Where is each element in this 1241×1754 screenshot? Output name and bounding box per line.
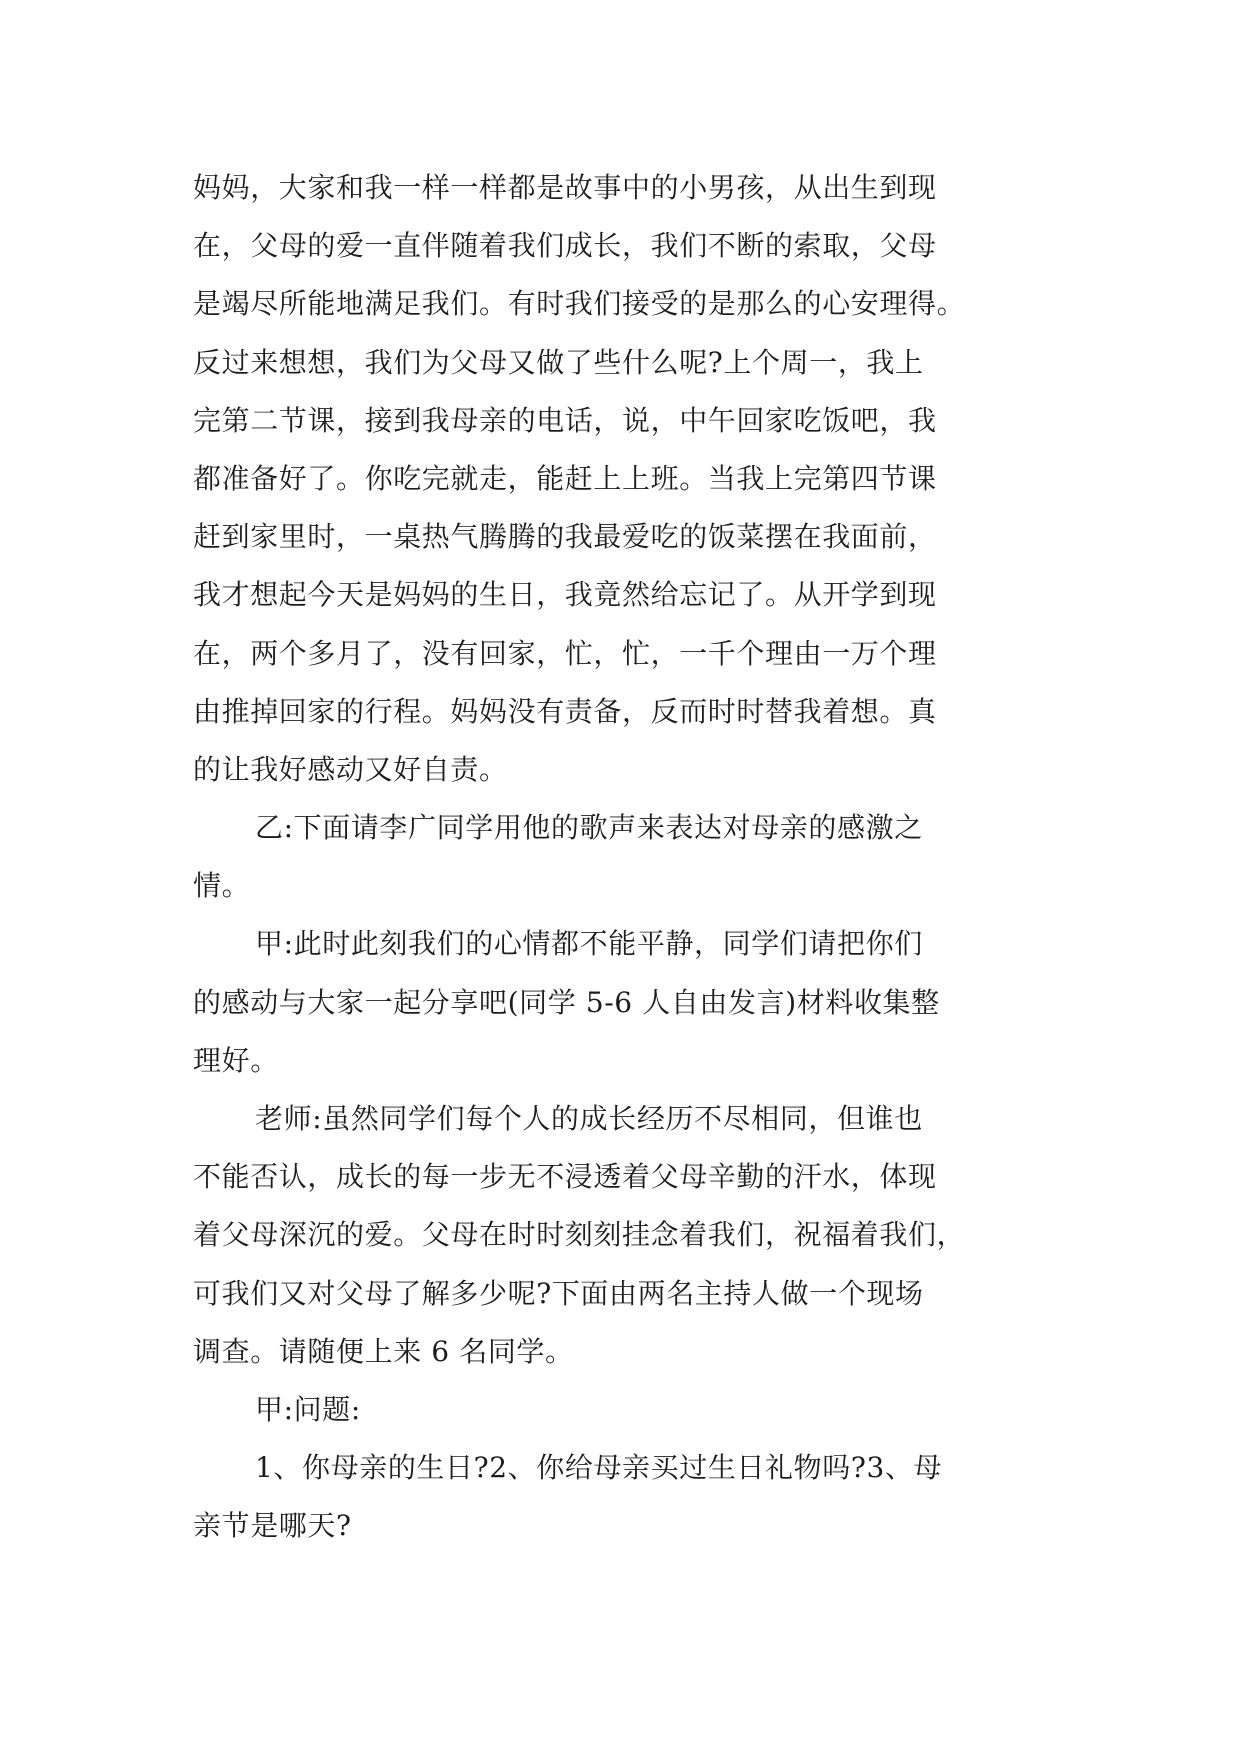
text-line: 老师:虽然同学们每个人的成长经历不尽相同，但谁也 (255, 1102, 923, 1135)
text-line: 赶到家里时，一桌热气腾腾的我最爱吃的饭菜摆在我面前， (193, 520, 937, 554)
text-line: 的让我好感动又好自责。 (193, 752, 508, 786)
text-line: 理好。 (193, 1043, 279, 1077)
text-line: 可我们又对父母了解多少呢?下面由两名主持人做一个现场 (193, 1276, 924, 1310)
text-line: 的感动与大家一起分享吧(同学 5-6 人自由发言)材料收集整 (193, 985, 940, 1019)
text-line: 在，父母的爱一直伴随着我们成长，我们不断的索取，父母 (193, 229, 937, 263)
text-line: 完第二节课，接到我母亲的电话，说，中午回家吃饭吧，我 (193, 403, 937, 437)
text-line: 是竭尽所能地满足我们。有时我们接受的是那么的心安理得。 (193, 287, 966, 321)
text-line: 亲节是哪天? (193, 1509, 352, 1543)
text-line: 情。 (193, 869, 251, 903)
text-line: 不能否认，成长的每一步无不浸透着父母辛勤的汗水，体现 (193, 1160, 937, 1194)
document-body (193, 159, 1073, 1556)
text-line: 反过来想想，我们为父母又做了些什么呢?上个周一，我上 (193, 345, 924, 379)
text-line: 1、你母亲的生日?2、你给母亲买过生日礼物吗?3、母 (255, 1451, 943, 1485)
text-line: 甲:问题: (255, 1392, 361, 1426)
text-line: 在，两个多月了，没有回家，忙，忙，一千个理由一万个理 (193, 636, 937, 670)
text-line: 调查。请随便上来 6 名同学。 (193, 1334, 574, 1368)
text-line: 甲:此时此刻我们的心情都不能平静，同学们请把你们 (255, 927, 923, 961)
text-line: 着父母深沉的爱。父母在时时刻刻挂念着我们，祝福着我们， (193, 1218, 966, 1252)
text-line: 都准备好了。你吃完就走，能赶上上班。当我上完第四节课 (193, 461, 937, 495)
text-line: 由推掉回家的行程。妈妈没有责备，反而时时替我着想。真 (193, 694, 937, 728)
text-line: 妈妈，大家和我一样一样都是故事中的小男孩，从出生到现 (193, 171, 937, 204)
text-line: 乙:下面请李广同学用他的歌声来表达对母亲的感激之 (255, 811, 923, 845)
text-line: 我才想起今天是妈妈的生日，我竟然给忘记了。从开学到现 (193, 578, 937, 612)
